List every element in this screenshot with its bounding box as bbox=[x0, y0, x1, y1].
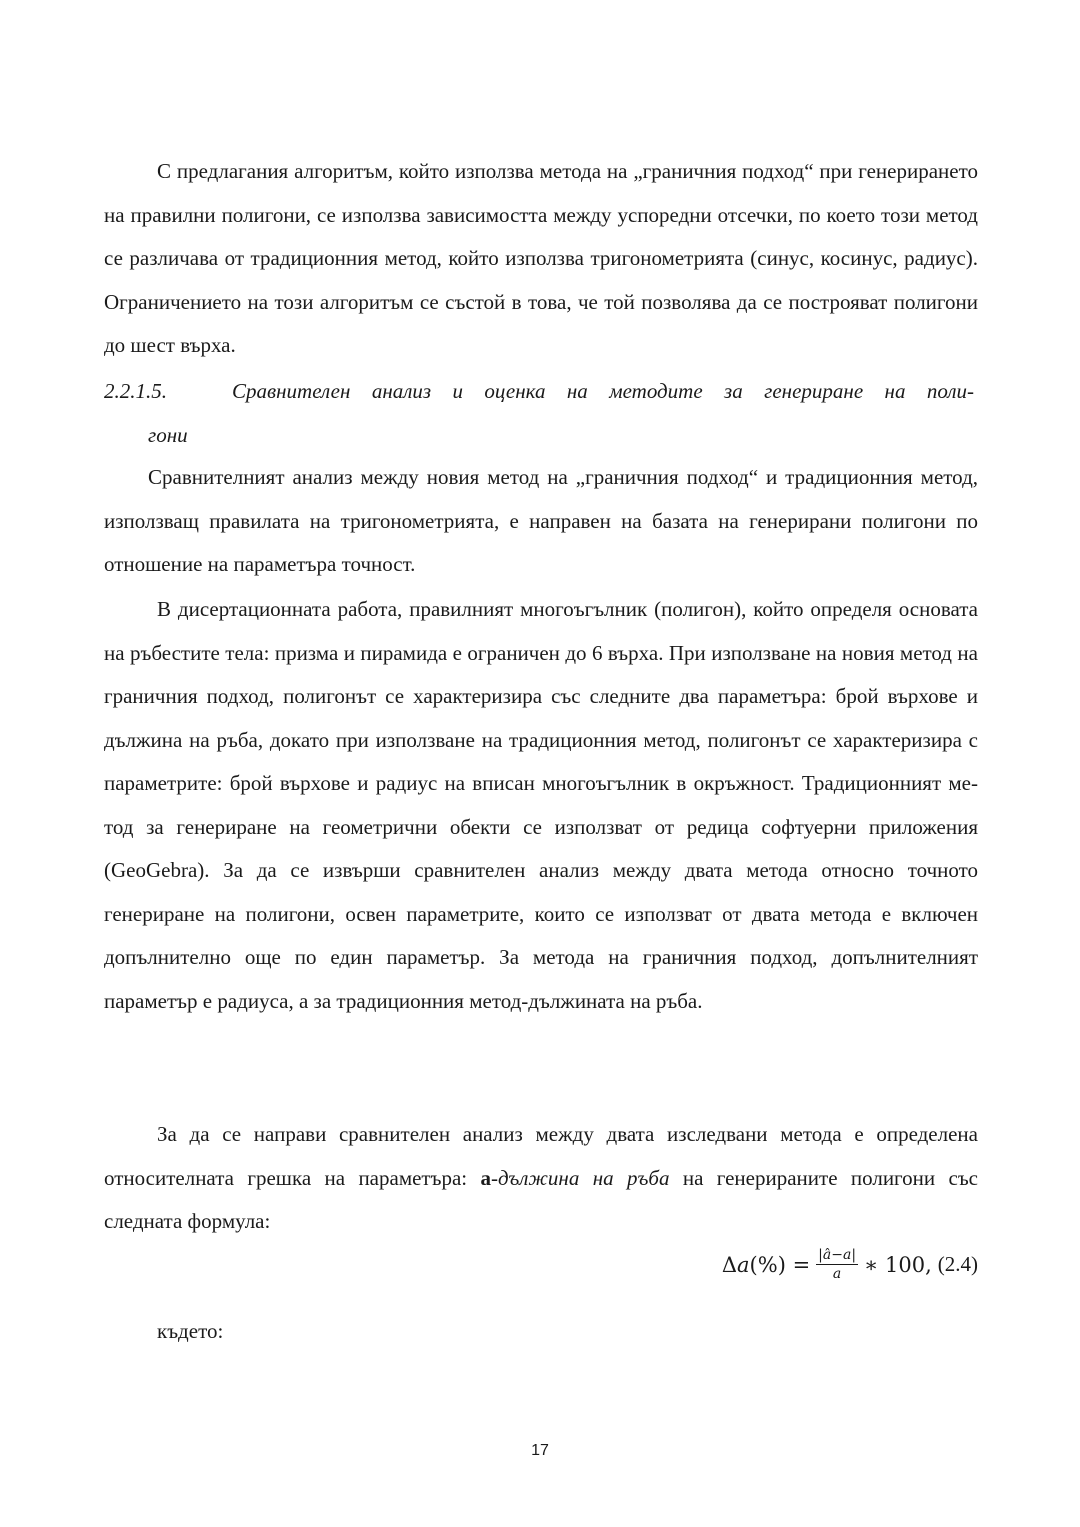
paragraph-dissertation-polygon: В дисертационната работа, правилният многоъгълник (полигон), който определя основата на ръбестите тела: призма и пирамида е ограничен до 6 върха. При използване на новия метод на граничния подход, полигонът се характеризира със следните два параметъра: брой върхове и дължина на ръба, докато при използване на традиционния метод, полигонът се характеризира с параметрите: брой върхове и радиус на вписан многоъгълник в окръжност. Традиционният метод за генериране на геометрични обекти се използват от редица софтуерни приложения (GeoGebra). За да се извърши сравнителен анализ между двата метода относно точното генериране на полигони, освен параметрите, които се използват от двата метода е включен допълнително още по един параметър. За метода на граничния подход, допълнителният параметър е радиуса, а за традиционния метод-дължината на ръба. bbox=[104, 597, 978, 1013]
formula-lhs: Δ𝑎(%) = bbox=[721, 1252, 811, 1277]
parameter-a-bold: а bbox=[480, 1165, 491, 1190]
formula-rhs: ∗ 100, bbox=[864, 1252, 932, 1277]
equation-number: (2.4) bbox=[937, 1252, 978, 1276]
paragraph-relative-error bbox=[104, 1113, 978, 1244]
formula-numerator: |𝑎̂−𝑎| bbox=[818, 1247, 857, 1263]
paragraph-comparative-analysis: Сравнителният анализ между новия метод на „граничния подход“ и традиционния метод, използващ правилата на тригонометрията, е направен на базата на генерирани полигони по отношение на параметъра точност. bbox=[104, 465, 978, 576]
page-number: 17 bbox=[531, 1442, 549, 1459]
formula-relative-error bbox=[722, 1246, 978, 1283]
section-title-line2: гони bbox=[148, 423, 188, 447]
section-heading bbox=[104, 369, 978, 457]
section-title-line1: Сравнителен анализ и оценка на методите за генериране на поли- bbox=[232, 379, 974, 403]
where-label: където: bbox=[157, 1319, 224, 1343]
section-number: 2.2.1.5. bbox=[104, 379, 167, 403]
parameter-a-description: -дължина на ръба bbox=[491, 1165, 670, 1190]
paragraph-boundary-approach-algorithm: С предлагания алгоритъм, който използва метода на „граничния подход“ при генерирането на правилни полигони, се използва зависимостта между успоредни отсечки, по което този метод се различава от традиционния метод, който използва тригонометрията (синус, косинус, радиус). Ограничението на този алгоритъм се състой в това, че той позволява да се построяват полигони до шест върха. bbox=[104, 159, 978, 357]
formula-denominator: 𝑎 bbox=[832, 1266, 842, 1282]
paragraph-relative-error-end: на генерираните полигони със следната формула: bbox=[104, 1165, 978, 1233]
paragraph-relative-error-start: За да се направи сравнителен анализ между двата изследвани метода е определена относителната грешка на параметъра: bbox=[104, 1122, 978, 1190]
formula-fraction bbox=[816, 1246, 858, 1283]
